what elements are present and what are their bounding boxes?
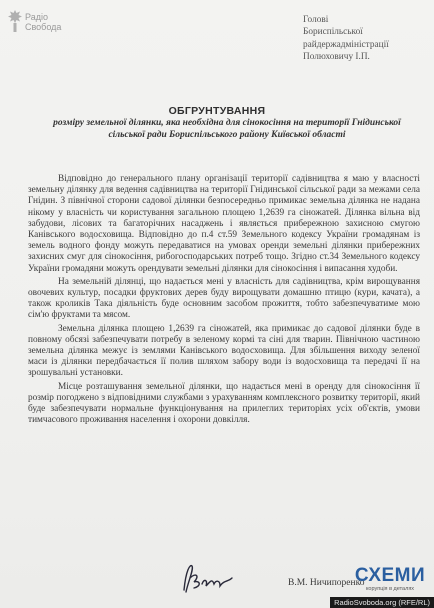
source-watermark: RadioSvoboda.org (RFE/RL) — [330, 597, 434, 608]
body-paragraph: Місце розташування земельної ділянки, що надається мені в оренду для сінокосіння її розмір погоджено з відповідними службами з урахуванням комплексного розвитку території, який буде забезпечувати нормальне функціонування на прилеглих територіях усіх об'єктів, умови тимчасового проживання населення і охорони довкілля. — [28, 381, 420, 426]
document-body — [28, 174, 420, 428]
body-paragraph: Земельна ділянка площею 1,2639 га сіножатей, яка примикає до садової ділянки буде в повному обсязі забезпечувати потребу в зеленому кормі та сіні для тварин. Північною частиною земельна ділянка межує із землями Канівського водосховища. Для збільшення виходу зеленої маси із ділянки передбачається її полив шляхом забору води із водосховища та передачі її на зрошувальні установки. — [28, 323, 420, 379]
radio-svoboda-logo-icon — [8, 10, 22, 32]
addressee-block — [303, 14, 423, 64]
document-title: ОБГРУНТУВАННЯ — [168, 105, 266, 117]
addressee-line: райдержадміністрації — [303, 39, 389, 50]
addressee-line: Голові — [303, 15, 329, 25]
document-subtitle: розміру земельної ділянки, яка необхідна для сінокосіння на території Гнідинської сільської ради Бориспільського району Київської області — [53, 118, 401, 140]
addressee-line: Полюховичу І.П. — [303, 52, 370, 63]
signer-name: В.М. Ничипоренко — [288, 578, 365, 588]
body-paragraph: Відповідно до генерального плану організації території садівництва я маю у власності земельну ділянку для ведення садівництва на території Гнідинської сільської ради за межами села Гнідин. З північної сторони садової ділянки безпосередньо примикає земельна ділянка не надана нікому у власність чи користування загальною площею 1,2639 га сіножатей. Ділянка вільна від забудови, лісових та багаторічних насаджень і являється прибережною захисною смугою Канівського водосховища. Відповідно до п.4 ст.59 Земельного кодексу України громадянам із земель водного фонду можуть передаватися на умовах оренди земельні ділянки прибережних захисних смуг для сінокосіння, рибогосподарських потреб тощо. Згідно ст.34 Земельного кодексу України громадяни можуть орендувати земельні ділянки для сінокосіння і випасання худоби. — [28, 174, 420, 274]
logo-line-2: Свобода — [25, 22, 62, 32]
addressee-line: Бориспільської — [303, 27, 363, 38]
brand-tagline: корупція в деталях — [365, 586, 415, 592]
radio-svoboda-logo — [8, 8, 68, 38]
logo-line-1: Радіо — [25, 12, 48, 22]
brand-name: СХЕМИ — [354, 565, 426, 586]
handwritten-signature — [180, 560, 240, 600]
body-paragraph: На земельній ділянці, що надається мені у власність для садівництва, крім вирощування овочевих культур, посадки фруктових дерев буду вирощувати домашню птицю (кури, качата), а також кроликів Така діяльність буде основним засобом прожиття, тобто забезпечуватиме мою сім'ю фруктами та мясом. — [28, 276, 420, 321]
